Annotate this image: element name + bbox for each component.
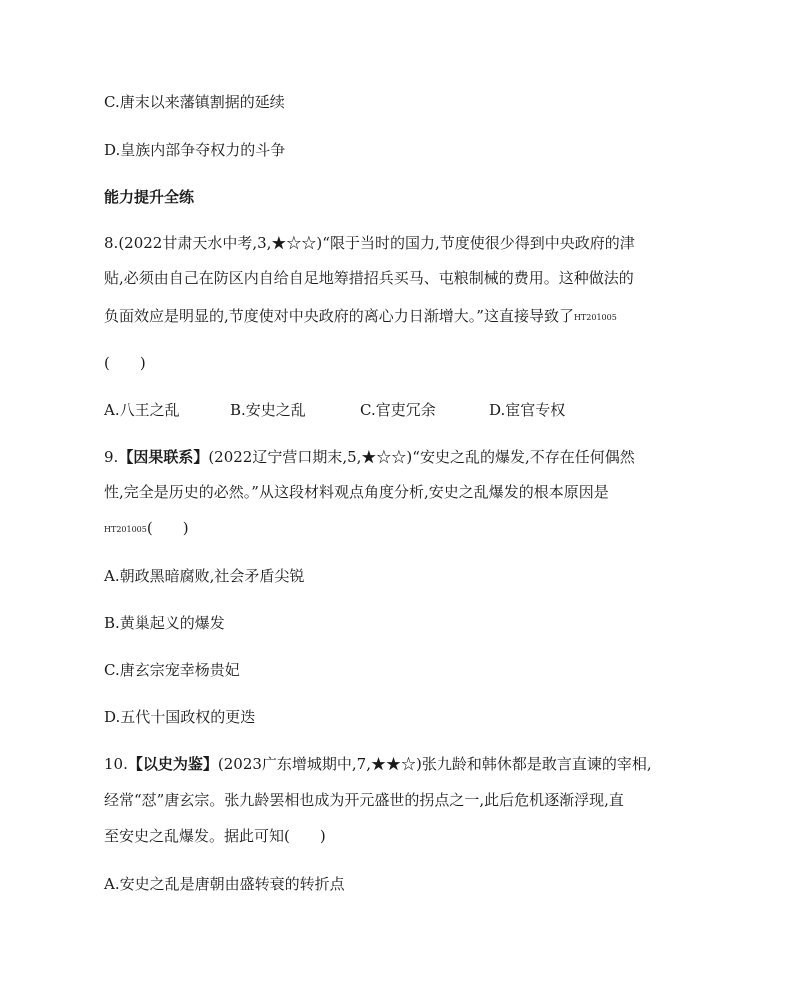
q10-number: 10. <box>104 755 128 773</box>
q8-source: (2022甘肃天水中考,3,★☆☆) <box>118 234 323 252</box>
q9-line-3 <box>104 518 189 540</box>
q10-option-a: A.安史之乱是唐朝由盛转衰的转折点 <box>104 875 345 893</box>
q9-number: 9. <box>104 448 119 466</box>
q9-option-c: C.唐玄宗宠幸杨贵妃 <box>104 661 240 679</box>
q9-line-1 <box>104 447 635 467</box>
q8-line-1 <box>104 233 635 253</box>
q10-tag: 【以史为鉴】 <box>127 755 218 773</box>
q9-option-d: D.五代十国政权的更迭 <box>104 708 256 726</box>
q9-code: HT201005 <box>104 525 147 534</box>
q7-option-c: C.唐末以来藩镇割据的延续 <box>104 93 285 111</box>
q8-option-b: B.安史之乱 <box>230 401 306 419</box>
section-title: 能力提升全练 <box>104 188 195 206</box>
q8-option-d: D.宦官专权 <box>489 401 566 419</box>
q10-line-1 <box>104 754 652 774</box>
q9-text-line-1: “安史之乱的爆发,不存在任何偶然 <box>412 448 635 466</box>
q9-source: (2022辽宁营口期末,5,★☆☆) <box>208 448 413 466</box>
q8-code: HT201005 <box>573 313 617 322</box>
q10-text-line-1: 张九龄和韩休都是敢言直谏的宰相, <box>421 755 652 773</box>
q10-source: (2023广东增城期中,7,★★☆) <box>217 755 422 773</box>
q8-line-3 <box>104 306 617 328</box>
q8-text-line-3: 负面效应是明显的,节度使对中央政府的离心力日渐增大。”这直接导致了 <box>104 307 574 325</box>
q9-line-2: 性,完全是历史的必然。”从这段材料观点角度分析,安史之乱爆发的根本原因是 <box>104 483 609 501</box>
q7-option-d: D.皇族内部争夺权力的斗争 <box>104 141 286 159</box>
q9-option-a: A.朝政黑暗腐败,社会矛盾尖锐 <box>104 567 305 585</box>
q9-answer-blank: ( ) <box>146 519 189 537</box>
q9-option-b: B.黄巢起义的爆发 <box>104 614 225 632</box>
q8-text-line-1: “限于当时的国力,节度使很少得到中央政府的津 <box>322 234 635 252</box>
q10-line-3: 至安史之乱爆发。据此可知( ) <box>104 827 326 845</box>
q8-answer-blank: ( ) <box>104 354 146 372</box>
q8-line-2: 贴,必须由自己在防区内自给自足地筹措招兵买马、屯粮制械的费用。这种做法的 <box>104 269 634 287</box>
q8-number: 8. <box>104 234 119 252</box>
q10-line-2: 经常“怼”唐玄宗。张九龄罢相也成为开元盛世的拐点之一,此后危机逐渐浮现,直 <box>104 791 624 809</box>
q8-option-a: A.八王之乱 <box>104 401 180 419</box>
q9-tag: 【因果联系】 <box>118 448 209 466</box>
q8-option-c: C.官吏冗余 <box>360 401 436 419</box>
